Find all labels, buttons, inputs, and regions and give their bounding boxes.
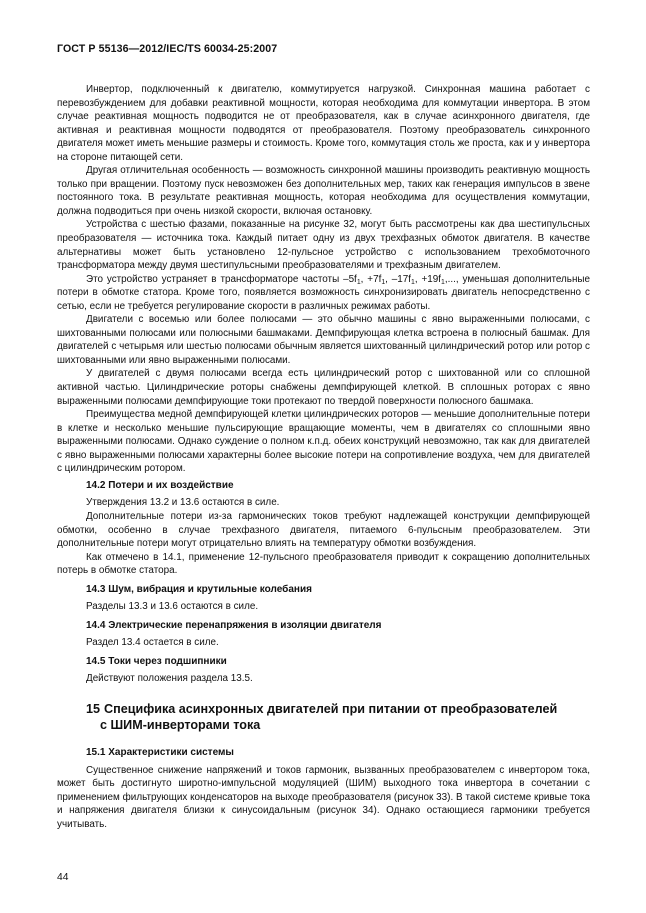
paragraph: Утверждения 13.2 и 13.6 остаются в силе.	[86, 497, 280, 509]
paragraph: Дополнительные потери из-за гармонических токов требуют надлежащей конструкции демпфирующей обмотки, особенно в случае трехфазного двигателя, питаемого 6-пульсным преобразователем. Эти дополнительные потери могут отрицательно влиять на температуру обмотки возбуждения.	[57, 510, 590, 550]
paragraph-harmonics: Это устройство устраняет в трансформаторе частоты $-5f_1$, $+7f_1$, $-17f_1$, $+19f_1$,..., уменьшая дополнительные потери в обмотке статора. Кроме того, появляется возможность синхронизировать двигатель непосредственно с сетью, если не требуется регулирование скорости в различных режимах работы.	[57, 273, 590, 312]
page-number: 44	[57, 872, 69, 883]
paragraph: Устройства с шестью фазами, показанные на рисунке 32, могут быть рассмотрены как два шестипульсных преобразователя — источника тока. Каждый питает одну из двух трехфазных обмоток двигателя. В качестве альтернативы может быть установлено 12-пульсное устройство с использованием трехобмоточного трансформатора между двумя шестипульсными преобразователями и трехфазным двигателем.	[57, 219, 590, 272]
paragraph: Разделы 13.3 и 13.6 остаются в силе.	[86, 601, 259, 613]
section-heading-14-3: 14.3 Шум, вибрация и крутильные колебания	[86, 583, 312, 595]
paragraph: Существенное снижение напряжений и токов гармоник, вызванных преобразователем с инвертором тока, может быть достигнуто широтно-импульсной модуляцией (ШИМ) выходного тока инвертора в сочетании с применением фильтрующих конденсаторов на выходе преобразователя (рисунок 33). В такой системе кривые тока и напряжения двигателя близки к синусоидальным (рисунок 34). Однако остающиеся гармоники требуется учитывать.	[57, 764, 590, 830]
section-heading-14-4: 14.4 Электрические перенапряжения в изоляции двигателя	[86, 619, 382, 631]
paragraph: Двигатели с восемью или более полюсами — это обычно машины с явно выраженными полюсами, с шихтованными полюсами или полюсными башмаками. Демпфирующая клетка встроена в полюсный башмак. Для двигателей с четырьмя или шестью полюсами обычным является шихтованный цилиндрический ротор или ротор с шихтованными или явно выраженными полюсами.	[57, 314, 590, 366]
section-heading-14-2: 14.2 Потери и их воздействие	[86, 479, 234, 491]
paragraph: Преимущества медной демпфирующей клетки цилиндрических роторов — меньшие дополнительные потери в клетке и несколько меньшие пульсирующие вращающие моменты, чем в двигателях со сплошными явно выраженными полюсами. Однако суждение о полном к.п.д. обеих конструкций невозможно, так как для двигателей с явно выраженными полюсами характерны более высокие потери на сопротивление воздуха, чем для двигателей с цилиндрическим ротором.	[57, 409, 590, 475]
chapter-heading-15: 15 Специфика асинхронных двигателей при питании от преобразователей с ШИМ-инверторами тока	[86, 701, 558, 733]
section-heading-14-5: 14.5 Токи через подшипники	[86, 655, 227, 667]
paragraph: Инвертор, подключенный к двигателю, коммутируется нагрузкой. Синхронная машина работает с перевозбуждением для добавки реактивной мощности, которая необходима для коммутации инвертора. В этом случае реактивная мощность подводится не от преобразователя, как в случае асинхронного двигателя, где активная и реактивная мощности подводятся от преобразователя. Поэтому преобразователь синхронного двигателя может иметь меньшие размеры и стоимость. Кроме того, коммутация столь же проста, как и у инвертора на стороне питающей сети.	[57, 84, 590, 163]
paragraph: Раздел 13.4 остается в силе.	[86, 637, 219, 649]
section-heading-15-1: 15.1 Характеристики системы	[86, 746, 234, 758]
page-content	[57, 83, 590, 831]
paragraph: Как отмечено в 14.1, применение 12-пульсного преобразователя приводит к сокращению дополнительных потерь в обмотке статора.	[57, 551, 590, 577]
paragraph: Другая отличительная особенность — возможность синхронной машины производить реактивную мощность только при вращении. Поэтому пуск невозможен без дополнительных мер, таких как генерация импульсов в звене постоянного тока. В результате реактивная мощность, которая необходима для осуществления коммутации, должна подводиться при очень низкой скорости, включая остановку.	[57, 165, 590, 217]
paragraph: Действуют положения раздела 13.5.	[86, 673, 253, 685]
paragraph: У двигателей с двумя полюсами всегда есть цилиндрический ротор с шихтованной или со сплошной активной частью. Цилиндрические роторы снабжены демпфирующей клеткой. В сплошных роторах с явно выраженными полюсами демпфирующие токи протекают по твердой поверхности полюсного башмака.	[57, 368, 590, 407]
document-header: ГОСТ Р 55136—2012/IEC/TS 60034-25:2007	[57, 43, 278, 55]
